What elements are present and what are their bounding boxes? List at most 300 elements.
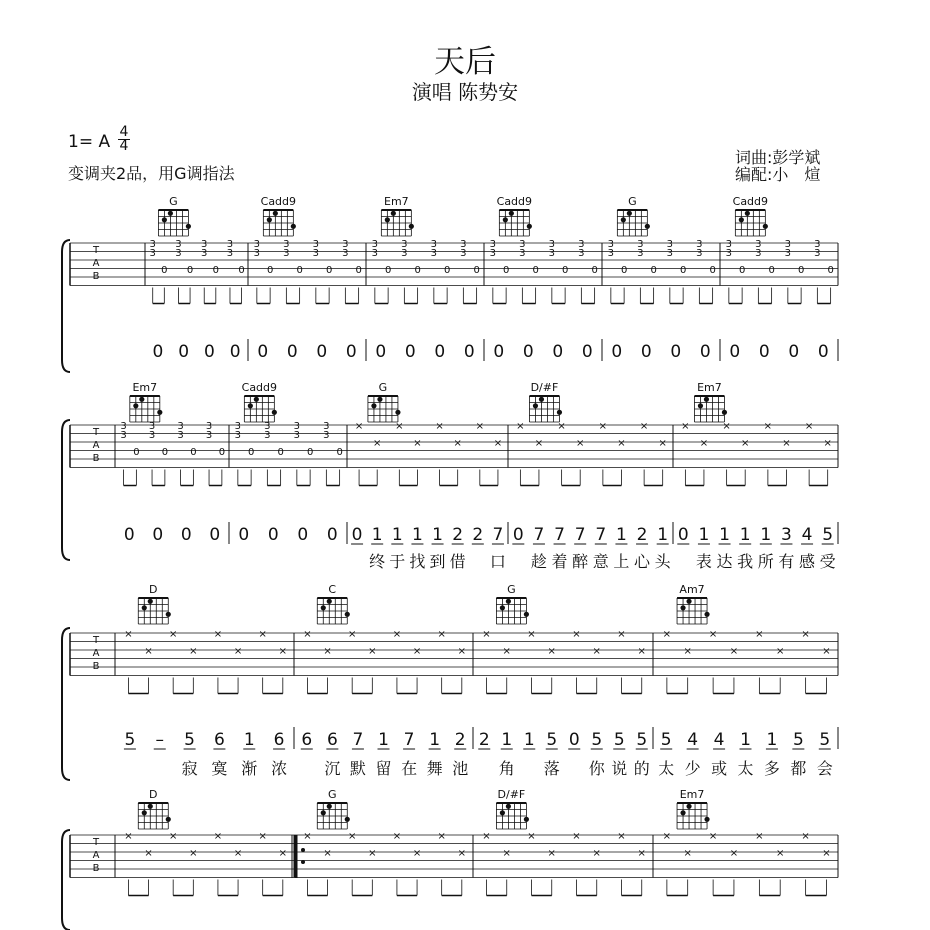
chord-name: Em7 — [697, 381, 722, 394]
note-number: 4 — [687, 730, 699, 750]
fret-mark: 3 — [607, 239, 615, 250]
fret-mark: 0 — [591, 265, 598, 276]
mute-mark: × — [482, 629, 491, 640]
notation-row-2 — [124, 727, 838, 778]
tab-letter: B — [92, 661, 100, 672]
tab-staff-2 — [70, 629, 838, 694]
lyric-char: 终 — [369, 552, 386, 571]
fret-mark: 3 — [342, 248, 349, 259]
tab-letter: B — [92, 271, 100, 282]
mute-mark: × — [683, 848, 692, 859]
fret-mark: 3 — [205, 421, 213, 432]
fret-mark: 3 — [666, 239, 674, 250]
mute-mark: × — [493, 438, 503, 449]
lyric-char: 头 — [654, 552, 671, 571]
mute-mark: × — [413, 438, 422, 449]
mute-mark: × — [823, 438, 832, 449]
note-number: 3 — [781, 525, 792, 545]
fret-mark: 3 — [755, 248, 762, 259]
fret-mark: 3 — [175, 239, 182, 250]
tab-letter: T — [92, 635, 100, 646]
chord-dot — [557, 410, 562, 415]
mute-mark: × — [372, 438, 382, 449]
mute-mark: × — [729, 848, 739, 859]
mute-mark: × — [722, 421, 731, 432]
mute-mark: × — [453, 438, 462, 449]
fret-mark: 0 — [355, 265, 362, 276]
fret-mark: 3 — [607, 248, 615, 259]
note-number: 0 — [326, 525, 338, 545]
note-number: 1 — [766, 730, 778, 750]
chord-diagram-1-1 — [242, 381, 277, 422]
fret-mark: 3 — [755, 239, 762, 250]
chord-name: Cadd9 — [260, 195, 297, 208]
mute-mark: × — [213, 831, 223, 842]
fret-mark: 3 — [120, 430, 127, 441]
fret-mark: 3 — [201, 248, 208, 259]
mute-mark: × — [763, 421, 773, 432]
fret-mark: 0 — [473, 265, 480, 276]
fret-mark: 3 — [283, 248, 290, 259]
note-number: 4 — [713, 730, 725, 750]
note-number: 0 — [493, 342, 505, 362]
chord-name: D — [149, 788, 158, 801]
chord-name: G — [628, 195, 637, 208]
mute-mark: × — [639, 421, 649, 432]
note-number: 0 — [345, 342, 357, 362]
lyric-char: 默 — [349, 759, 366, 778]
lyric-char: 你 — [588, 759, 605, 778]
mute-mark: × — [412, 646, 422, 657]
chord-name: Cadd9 — [732, 195, 769, 208]
lyric-char: 的 — [633, 759, 650, 778]
chord-dot — [500, 810, 505, 815]
note-number: 1 — [739, 525, 751, 545]
chord-dot — [686, 599, 691, 604]
note-number: 0 — [404, 342, 416, 362]
fret-mark: 3 — [814, 239, 821, 250]
chord-diagram-3-2 — [496, 788, 529, 829]
mute-mark: × — [572, 629, 581, 640]
chord-name: Cadd9 — [241, 381, 278, 394]
chord-dot — [291, 224, 296, 229]
mute-mark: × — [575, 438, 585, 449]
chord-dot — [133, 403, 138, 408]
chord-name: D/#F — [530, 381, 559, 394]
mute-mark: × — [662, 831, 672, 842]
note-number: 0 — [729, 342, 741, 362]
note-number: 0 — [512, 525, 524, 545]
chord-dot — [345, 612, 350, 617]
fret-mark: 0 — [827, 265, 834, 276]
chord-dot — [371, 403, 376, 408]
fret-mark: 3 — [814, 248, 821, 259]
fret-mark: 3 — [175, 248, 182, 259]
note-number: 7 — [403, 730, 415, 750]
lyric-char: 有 — [778, 552, 795, 571]
fret-mark: 0 — [561, 265, 569, 276]
fret-mark: 3 — [312, 248, 320, 259]
chord-name: G — [328, 788, 337, 801]
fret-mark: 0 — [218, 447, 226, 458]
mute-mark: × — [534, 438, 544, 449]
tab-letter: B — [92, 863, 100, 874]
note-number: 0 — [611, 342, 623, 362]
chord-diagram-0-2 — [381, 195, 414, 236]
fret-mark: 3 — [264, 421, 271, 432]
fret-mark: 3 — [696, 248, 703, 259]
note-number: 1 — [429, 730, 441, 750]
tab-letter: T — [92, 837, 100, 848]
mute-mark: × — [804, 421, 814, 432]
note-number: 1 — [412, 525, 423, 545]
note-number: 7 — [533, 525, 545, 545]
lyric-char: 寂 — [181, 759, 198, 778]
mute-mark: × — [617, 831, 626, 842]
fret-mark: 3 — [489, 248, 497, 259]
chord-dot — [680, 810, 685, 815]
fret-mark: 0 — [247, 447, 255, 458]
note-number: 5 — [124, 730, 136, 750]
note-number: 5 — [613, 730, 625, 750]
fret-mark: 3 — [725, 248, 733, 259]
chord-dot — [409, 224, 414, 229]
mute-mark: × — [213, 629, 223, 640]
fret-mark: 0 — [336, 447, 343, 458]
fret-mark: 3 — [148, 430, 156, 441]
lyrics-music-credit: 词曲:彭学斌 — [735, 148, 821, 167]
lyric-char: 趁 — [530, 552, 547, 571]
mute-mark: × — [708, 629, 718, 640]
lyric-char: 借 — [449, 552, 466, 571]
mute-mark: × — [323, 646, 332, 657]
chord-diagram-0-5 — [733, 195, 768, 236]
system-brace — [62, 830, 70, 930]
chord-diagram-2-2 — [496, 583, 529, 624]
note-number: 0 — [297, 525, 309, 545]
mute-mark: × — [323, 848, 332, 859]
chord-dot — [621, 217, 626, 222]
mute-mark: × — [572, 831, 581, 842]
lyric-char: 落 — [543, 759, 560, 778]
mute-mark: × — [527, 629, 536, 640]
fret-mark: 0 — [738, 265, 746, 276]
lyric-char: 心 — [634, 552, 651, 571]
tab-staff-0 — [70, 239, 838, 304]
fret-mark: 0 — [414, 265, 421, 276]
note-number: 0 — [677, 525, 689, 545]
fret-mark: 3 — [430, 239, 438, 250]
lyric-char: 太 — [658, 759, 675, 778]
chord-name: Cadd9 — [496, 195, 533, 208]
mute-mark: × — [144, 848, 153, 859]
mute-mark: × — [658, 438, 667, 449]
fret-mark: 0 — [161, 447, 169, 458]
note-number: 1 — [371, 525, 383, 545]
mute-mark: × — [699, 438, 709, 449]
chord-diagram-3-0 — [138, 788, 171, 829]
mute-mark: × — [233, 646, 243, 657]
chord-dot — [524, 612, 529, 617]
mute-mark: × — [124, 831, 133, 842]
fret-mark: 0 — [238, 265, 245, 276]
note-number: 2 — [478, 730, 490, 750]
chord-name: Em7 — [384, 195, 409, 208]
fret-mark: 0 — [443, 265, 451, 276]
mute-mark: × — [598, 421, 608, 432]
mute-mark: × — [683, 646, 692, 657]
fret-mark: 3 — [371, 239, 379, 250]
note-number: 1 — [698, 525, 710, 545]
note-number: 1 — [501, 730, 513, 750]
mute-mark: × — [592, 848, 601, 859]
mute-mark: × — [822, 646, 831, 657]
mute-mark: × — [475, 421, 485, 432]
mute-mark: × — [527, 831, 536, 842]
fret-mark: 0 — [190, 447, 197, 458]
mute-mark: × — [395, 421, 404, 432]
chord-dot — [157, 410, 162, 415]
note-number: 2 — [472, 525, 484, 545]
fret-mark: 0 — [384, 265, 392, 276]
chord-name: D — [149, 583, 158, 596]
mute-mark: × — [557, 421, 566, 432]
chord-dot — [704, 612, 709, 617]
chord-name: Em7 — [132, 381, 158, 394]
note-number: 1 — [719, 525, 730, 545]
mute-mark: × — [457, 848, 467, 859]
note-number: 2 — [636, 525, 648, 545]
fret-mark: 0 — [620, 265, 628, 276]
mute-mark: × — [740, 438, 750, 449]
fret-mark: 3 — [637, 248, 644, 259]
lyric-char: 会 — [816, 759, 833, 778]
fret-mark: 3 — [519, 248, 526, 259]
chord-dot — [321, 605, 326, 610]
chord-dot — [162, 217, 167, 222]
chord-dot — [704, 817, 709, 822]
lyric-char: 寞 — [211, 759, 228, 778]
mute-mark: × — [435, 421, 444, 432]
fret-mark: 3 — [177, 421, 184, 432]
chord-dot — [645, 224, 650, 229]
fret-mark: 3 — [293, 430, 301, 441]
mute-mark: × — [347, 629, 357, 640]
note-number: 1 — [616, 525, 627, 545]
note-number: 0 — [375, 342, 387, 362]
mute-mark: × — [662, 629, 672, 640]
note-number: 0 — [286, 342, 298, 362]
notation-row-0 — [152, 339, 838, 362]
chord-dot — [148, 599, 153, 604]
fret-mark: 3 — [234, 430, 242, 441]
system-brace — [62, 420, 70, 560]
chord-dot — [763, 224, 768, 229]
tab-letter: A — [92, 440, 100, 451]
lyric-char: 浓 — [271, 759, 288, 778]
mute-mark: × — [258, 629, 267, 640]
chord-dot — [345, 817, 350, 822]
repeat-dot — [301, 860, 305, 864]
fret-mark: 0 — [266, 265, 274, 276]
note-number: 0 — [238, 525, 250, 545]
note-number: 5 — [546, 730, 558, 750]
lyric-char: 太 — [737, 759, 754, 778]
fret-mark: 0 — [133, 447, 140, 458]
lyric-char: 着 — [551, 552, 568, 571]
fret-mark: 3 — [430, 248, 438, 259]
lyric-char: 醉 — [572, 552, 589, 571]
lyric-char: 感 — [799, 552, 816, 571]
mute-mark: × — [502, 848, 511, 859]
chord-dot — [506, 804, 511, 809]
chord-dot — [680, 605, 685, 610]
chord-name: C — [328, 583, 337, 596]
fret-mark: 3 — [226, 239, 234, 250]
fret-mark: 0 — [212, 265, 219, 276]
lyric-char: 口 — [489, 552, 506, 571]
note-number: 2 — [454, 730, 466, 750]
note-number: 6 — [301, 730, 313, 750]
note-number: 1 — [740, 730, 751, 750]
repeat-dot — [301, 848, 305, 852]
mute-mark: × — [168, 831, 178, 842]
chord-name: G — [169, 195, 178, 208]
note-number: 0 — [152, 525, 164, 545]
tab-letter: B — [92, 453, 100, 464]
lyric-char: 角 — [498, 759, 515, 778]
chord-dot — [267, 217, 272, 222]
mute-mark: × — [516, 421, 525, 432]
note-number: 0 — [178, 342, 190, 362]
note-number: 1 — [760, 525, 772, 545]
chord-dot — [254, 397, 259, 402]
lyric-char: 达 — [716, 552, 733, 571]
fret-mark: 0 — [768, 265, 775, 276]
fret-mark: 3 — [253, 239, 261, 250]
lyric-char: 少 — [684, 759, 701, 778]
fret-mark: 3 — [637, 239, 644, 250]
note-number: 7 — [554, 525, 565, 545]
fret-mark: 3 — [149, 248, 156, 259]
note-number: 0 — [817, 342, 829, 362]
note-number: 0 — [209, 525, 221, 545]
note-number: 1 — [523, 730, 535, 750]
lyric-char: 舞 — [426, 759, 443, 778]
chord-dot — [272, 410, 277, 415]
mute-mark: × — [233, 848, 243, 859]
fret-mark: 0 — [306, 447, 314, 458]
chord-dot — [627, 211, 632, 216]
mute-mark: × — [368, 848, 377, 859]
note-number: 0 — [581, 342, 593, 362]
fret-mark: 0 — [650, 265, 657, 276]
fret-mark: 3 — [548, 248, 556, 259]
fret-mark: 3 — [283, 239, 290, 250]
chord-diagram-0-3 — [497, 195, 532, 236]
note-number: 6 — [326, 730, 338, 750]
fret-mark: 3 — [784, 239, 792, 250]
note-number: 0 — [552, 342, 564, 362]
arranger-credit: 编配:小 煊 — [735, 165, 821, 184]
mute-mark: × — [392, 629, 402, 640]
note-number: – — [155, 730, 164, 750]
note-number: 7 — [595, 525, 607, 545]
chord-dot — [704, 397, 709, 402]
note-number: 0 — [257, 342, 269, 362]
chord-diagram-2-0 — [138, 583, 171, 624]
fret-mark: 3 — [201, 239, 208, 250]
mute-mark: × — [729, 646, 739, 657]
tab-letter: A — [92, 258, 100, 269]
fret-mark: 3 — [120, 421, 127, 432]
fret-mark: 0 — [325, 265, 333, 276]
mute-mark: × — [189, 848, 198, 859]
chord-dot — [524, 817, 529, 822]
tab-letter: A — [92, 850, 100, 861]
chord-name: Em7 — [679, 788, 705, 801]
note-number: 0 — [180, 525, 192, 545]
fret-mark: 3 — [578, 239, 585, 250]
mute-mark: × — [482, 831, 491, 842]
lyric-char: 我 — [737, 552, 754, 571]
chord-dot — [142, 810, 147, 815]
chord-name: G — [378, 381, 388, 394]
lyric-char: 找 — [409, 552, 426, 571]
chord-dot — [503, 217, 508, 222]
lyric-char: 留 — [375, 759, 392, 778]
chord-dot — [148, 804, 153, 809]
note-number: 5 — [792, 730, 804, 750]
mute-mark: × — [547, 848, 556, 859]
fret-mark: 3 — [519, 239, 526, 250]
note-number: 1 — [432, 525, 443, 545]
mute-mark: × — [637, 646, 646, 657]
chord-dot — [273, 211, 278, 216]
note-number: 5 — [591, 730, 603, 750]
chord-dot — [377, 397, 382, 402]
lyric-char: 说 — [611, 759, 628, 778]
chord-dot — [509, 211, 514, 216]
mute-mark: × — [502, 646, 511, 657]
note-number: 0 — [788, 342, 800, 362]
mute-mark: × — [617, 629, 626, 640]
lyric-char: 受 — [819, 552, 836, 571]
fret-mark: 3 — [460, 239, 467, 250]
fret-mark: 3 — [548, 239, 556, 250]
mute-mark: × — [412, 848, 422, 859]
note-number: 0 — [152, 342, 164, 362]
note-number: 0 — [463, 342, 475, 362]
fret-mark: 3 — [401, 239, 408, 250]
note-number: 7 — [352, 730, 364, 750]
fret-mark: 3 — [205, 430, 213, 441]
chord-dot — [722, 410, 727, 415]
capo-instruction: 变调夹2品，用G调指法 — [68, 164, 235, 183]
chord-dot — [385, 217, 390, 222]
note-number: 6 — [273, 730, 285, 750]
mute-mark: × — [801, 629, 810, 640]
chord-diagram-2-3 — [677, 583, 710, 624]
lyric-char: 沉 — [324, 759, 341, 778]
chord-dot — [745, 211, 750, 216]
mute-mark: × — [592, 646, 601, 657]
song-title: 天后 — [434, 44, 496, 80]
chord-name: D/#F — [497, 788, 526, 801]
note-number: 0 — [229, 342, 241, 362]
lyric-char: 到 — [429, 552, 446, 571]
fret-mark: 3 — [371, 248, 379, 259]
